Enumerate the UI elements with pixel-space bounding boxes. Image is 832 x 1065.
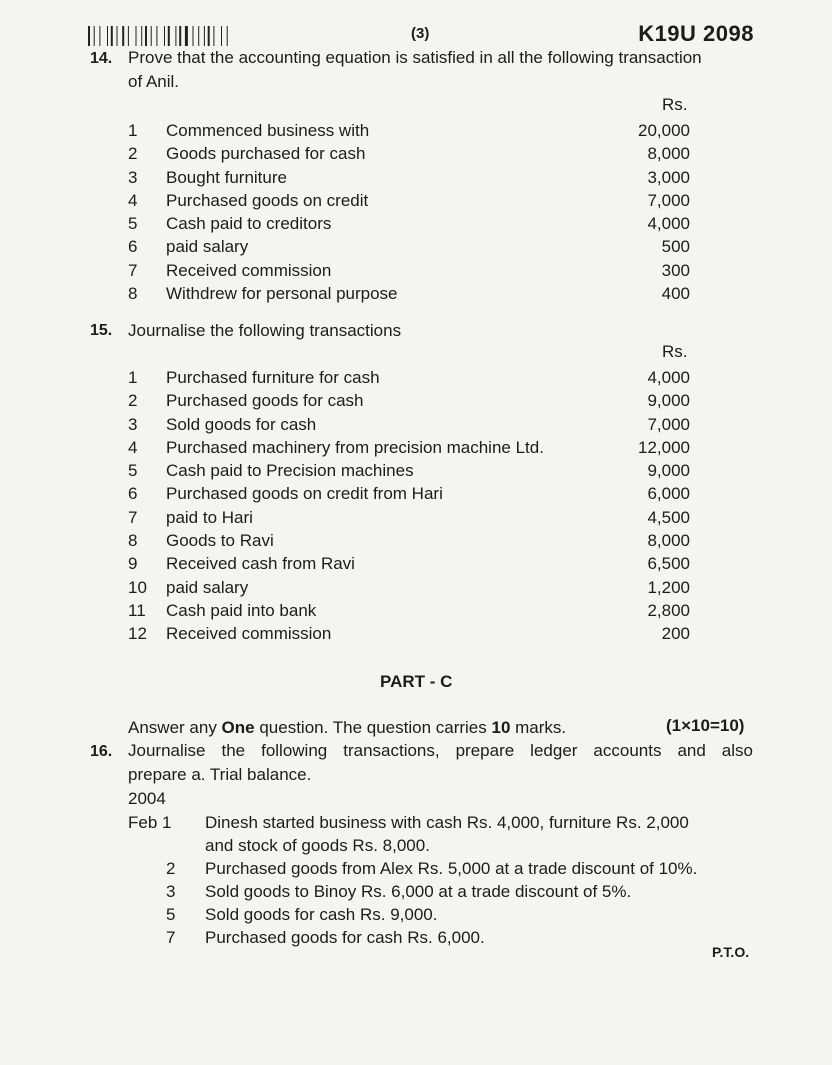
transaction-description: Purchased goods on credit from Hari <box>166 484 443 504</box>
transaction-amount: 400 <box>661 284 690 304</box>
transaction-number: 4 <box>128 437 138 457</box>
transaction-number: 3 <box>128 414 138 434</box>
transaction-row <box>128 189 690 212</box>
transaction-description: Goods purchased for cash <box>166 144 366 164</box>
transaction-description: paid salary <box>166 577 249 597</box>
transaction-description: Purchased machinery from precision machine Ltd. <box>166 437 544 457</box>
transaction-amount: 200 <box>661 624 690 644</box>
question-15-text: Journalise the following transactions <box>128 321 402 340</box>
transaction-row <box>128 282 690 305</box>
transaction-amount: 12,000 <box>638 437 690 457</box>
question-14-text-line1: Prove that the accounting equation is satisfied in all the following transaction <box>128 48 702 67</box>
entry-text: Dinesh started business with cash Rs. 4,000, furniture Rs. 2,000 <box>205 813 689 832</box>
transaction-row <box>128 212 690 235</box>
transaction-row <box>128 482 690 505</box>
transaction-number: 1 <box>128 121 138 140</box>
entry-date: Feb 1 <box>128 813 172 832</box>
transaction-row <box>128 436 690 459</box>
transaction-description: Goods to Ravi <box>166 531 274 551</box>
transaction-row <box>128 119 690 142</box>
transaction-number: 2 <box>128 144 138 164</box>
transaction-number: 7 <box>128 507 138 527</box>
question-15-list <box>128 366 690 646</box>
transaction-amount: 4,500 <box>647 507 690 527</box>
transaction-row <box>128 506 690 529</box>
barcode-icon <box>88 26 296 46</box>
transaction-number: 8 <box>128 284 138 304</box>
question-14-list <box>128 119 690 305</box>
entry-text-cont: and stock of goods Rs. 8,000. <box>205 836 430 855</box>
entry-text: Sold goods to Binoy Rs. 6,000 at a trade discount of 5%. <box>205 882 632 901</box>
transaction-amount: 6,500 <box>647 554 690 574</box>
transaction-description: Cash paid into bank <box>166 600 317 620</box>
transaction-row <box>128 459 690 482</box>
transaction-amount: 2,800 <box>647 600 690 620</box>
transaction-description: Bought furniture <box>166 167 287 187</box>
transaction-number: 6 <box>128 484 138 504</box>
transaction-amount: 9,000 <box>647 391 690 411</box>
transaction-amount: 7,000 <box>647 414 690 434</box>
entry-text: Purchased goods from Alex Rs. 5,000 at a trade discount of 10%. <box>205 859 698 878</box>
transaction-row <box>128 389 690 412</box>
entry-date: 2 <box>166 859 176 878</box>
transaction-description: paid salary <box>166 237 249 257</box>
question-16-number: 16. <box>90 743 113 760</box>
question-16-text-line1: Journalise the following transactions, prepare ledger accounts and also <box>128 741 753 760</box>
transaction-row <box>128 622 690 645</box>
entry-text: Purchased goods for cash Rs. 6,000. <box>205 928 485 947</box>
transaction-description: Received commission <box>166 624 332 644</box>
transaction-description: Withdrew for personal purpose <box>166 284 398 304</box>
transaction-row <box>128 235 690 258</box>
transaction-amount: 3,000 <box>647 167 690 187</box>
transaction-row <box>128 413 690 436</box>
transaction-number: 9 <box>128 554 138 574</box>
transaction-number: 8 <box>128 531 138 551</box>
transaction-amount: 4,000 <box>647 214 690 234</box>
pto-label: P.T.O. <box>712 944 750 960</box>
part-c-heading: PART - C <box>380 672 453 691</box>
transaction-amount: 8,000 <box>647 531 690 551</box>
transaction-number: 6 <box>128 237 138 257</box>
transaction-description: Commenced business with <box>166 121 370 140</box>
transaction-row <box>128 552 690 575</box>
question-16-year: 2004 <box>128 789 166 808</box>
transaction-number: 5 <box>128 214 138 234</box>
transaction-amount: 6,000 <box>647 484 690 504</box>
transaction-amount: 300 <box>661 260 690 280</box>
transaction-description: Received commission <box>166 260 332 280</box>
question-14-currency: Rs. <box>662 95 688 114</box>
transaction-number: 2 <box>128 391 138 411</box>
transaction-description: paid to Hari <box>166 507 253 527</box>
transaction-amount: 4,000 <box>647 368 690 387</box>
part-c-marks: (1×10=10) <box>666 716 745 735</box>
transaction-row <box>128 366 690 389</box>
transaction-amount: 7,000 <box>647 190 690 210</box>
transaction-description: Purchased goods on credit <box>166 190 369 210</box>
transaction-description: Sold goods for cash <box>166 414 317 434</box>
transaction-amount: 20,000 <box>638 121 690 140</box>
entry-date: 3 <box>166 882 176 901</box>
transaction-number: 3 <box>128 167 138 187</box>
entry-text: Sold goods for cash Rs. 9,000. <box>205 905 438 924</box>
transaction-description: Purchased goods for cash <box>166 391 364 411</box>
entry-date: 7 <box>166 928 176 947</box>
transaction-number: 5 <box>128 461 138 481</box>
question-15-number: 15. <box>90 322 113 339</box>
question-14-text-line2: of Anil. <box>128 72 180 91</box>
transaction-row <box>128 166 690 189</box>
question-15-currency: Rs. <box>662 342 688 361</box>
part-c-instructions: Answer any One question. The question carries 10 marks. <box>128 718 567 737</box>
transaction-number: 4 <box>128 190 138 210</box>
page-number: (3) <box>411 25 430 42</box>
transaction-amount: 1,200 <box>647 577 690 597</box>
transaction-description: Cash paid to creditors <box>166 214 332 234</box>
transaction-row <box>128 599 690 622</box>
transaction-number: 12 <box>128 624 147 644</box>
entry-date: 5 <box>166 905 176 924</box>
paper-code: K19U 2098 <box>638 21 754 46</box>
transaction-number: 10 <box>128 577 147 597</box>
transaction-amount: 8,000 <box>647 144 690 164</box>
transaction-number: 1 <box>128 368 138 387</box>
question-14-number: 14. <box>90 50 113 67</box>
transaction-amount: 500 <box>661 237 690 257</box>
transaction-description: Received cash from Ravi <box>166 554 355 574</box>
transaction-description: Cash paid to Precision machines <box>166 461 414 481</box>
transaction-row <box>128 576 690 599</box>
transaction-number: 7 <box>128 260 138 280</box>
transaction-row <box>128 259 690 282</box>
transaction-description: Purchased furniture for cash <box>166 368 380 387</box>
transaction-row <box>128 529 690 552</box>
question-16-text-line2: prepare a. Trial balance. <box>128 765 312 784</box>
transaction-number: 11 <box>128 600 146 620</box>
transaction-row <box>128 142 690 165</box>
transaction-amount: 9,000 <box>647 461 690 481</box>
